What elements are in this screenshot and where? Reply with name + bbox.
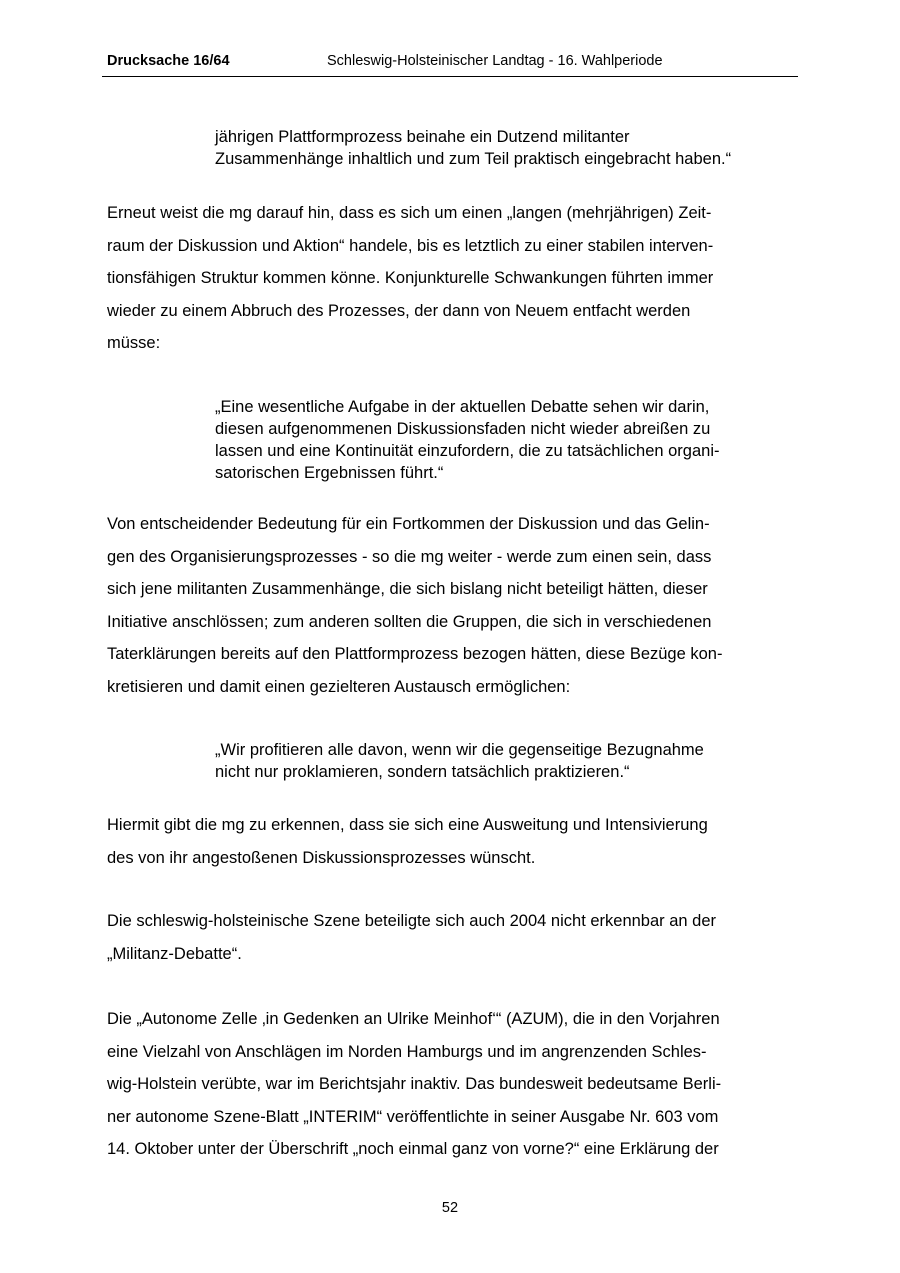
- text-line: müsse:: [107, 334, 161, 352]
- text-line: „Eine wesentliche Aufgabe in der aktuellen Debatte sehen wir darin,: [215, 398, 710, 416]
- page-header: [102, 52, 798, 77]
- text-line: wieder zu einem Abbruch des Prozesses, der dann von Neuem entfacht werden: [107, 301, 691, 320]
- text-line: 14. Oktober unter der Überschrift „noch einmal ganz von vorne?“ eine Erklärung der: [107, 1140, 719, 1158]
- text-line: Taterklärungen bereits auf den Plattformprozess bezogen hätten, diese Bezüge kon-: [107, 645, 723, 663]
- text-line: Die schleswig-holsteinische Szene beteiligte sich auch 2004 nicht erkennbar an der: [107, 912, 717, 930]
- text-line: „Wir profitieren alle davon, wenn wir die gegenseitige Bezugnahme: [215, 741, 704, 759]
- doc-number: Drucksache 16/64: [107, 53, 230, 69]
- text-line: Zusammenhänge inhaltlich und zum Teil praktisch eingebracht haben.“: [215, 150, 732, 168]
- paragraph-2: [107, 508, 722, 703]
- text-line: diesen aufgenommenen Diskussionsfaden nicht wieder abreißen zu: [215, 420, 711, 438]
- quote-block-1: [215, 126, 731, 170]
- text-line: tionsfähigen Struktur kommen könne. Konjunkturelle Schwankungen führten immer: [107, 269, 714, 287]
- text-line: jährigen Plattformprozess beinahe ein Dutzend militanter: [215, 128, 630, 146]
- text-line: ner autonome Szene-Blatt „INTERIM“ veröffentlichte in seiner Ausgabe Nr. 603 vom: [107, 1107, 719, 1126]
- header-title: Schleswig-Holsteinischer Landtag - 16. Wahlperiode: [327, 53, 663, 69]
- text-line: Die „Autonome Zelle ‚in Gedenken an Ulrike Meinhof‘“ (AZUM), die in den Vorjahren: [107, 1010, 720, 1028]
- quote-block-3: [215, 739, 704, 783]
- paragraph-1: [107, 197, 713, 360]
- text-line: wig-Holstein verübte, war im Berichtsjahr inaktiv. Das bundesweit bedeutsame Berli-: [107, 1075, 722, 1093]
- text-line: eine Vielzahl von Anschlägen im Norden Hamburgs und im angrenzenden Schles-: [107, 1042, 707, 1061]
- text-line: des von ihr angestoßenen Diskussionsprozesses wünscht.: [107, 848, 536, 867]
- text-line: raum der Diskussion und Aktion“ handele, bis es letztlich zu einer stabilen interven-: [107, 236, 714, 255]
- text-line: Initiative anschlössen; zum anderen sollten die Gruppen, die sich in verschiedenen: [107, 612, 712, 631]
- text-line: lassen und eine Kontinuität einzufordern, die zu tatsächlichen organi-: [215, 442, 720, 460]
- text-line: sich jene militanten Zusammenhänge, die sich bislang nicht beteiligt hätten, dieser: [107, 580, 708, 598]
- paragraph-3: [107, 809, 708, 874]
- paragraph-4: [107, 905, 716, 970]
- paragraph-5: [107, 1003, 721, 1166]
- text-line: satorischen Ergebnissen führt.“: [215, 464, 444, 482]
- text-line: kretisieren und damit einen gezielteren Austausch ermöglichen:: [107, 677, 571, 696]
- text-line: Hiermit gibt die mg zu erkennen, dass sie sich eine Ausweitung und Intensivierung: [107, 816, 708, 834]
- text-line: gen des Organisierungsprozesses - so die mg weiter - werde zum einen sein, dass: [107, 547, 712, 566]
- quote-block-2: [215, 396, 720, 484]
- text-line: Erneut weist die mg darauf hin, dass es sich um einen „langen (mehrjährigen) Zeit-: [107, 204, 712, 222]
- text-line: nicht nur proklamieren, sondern tatsächlich praktizieren.“: [215, 763, 630, 781]
- text-line: „Militanz-Debatte“.: [107, 944, 242, 963]
- page-number: 52: [441, 1200, 459, 1216]
- text-line: Von entscheidender Bedeutung für ein Fortkommen der Diskussion und das Gelin-: [107, 515, 710, 533]
